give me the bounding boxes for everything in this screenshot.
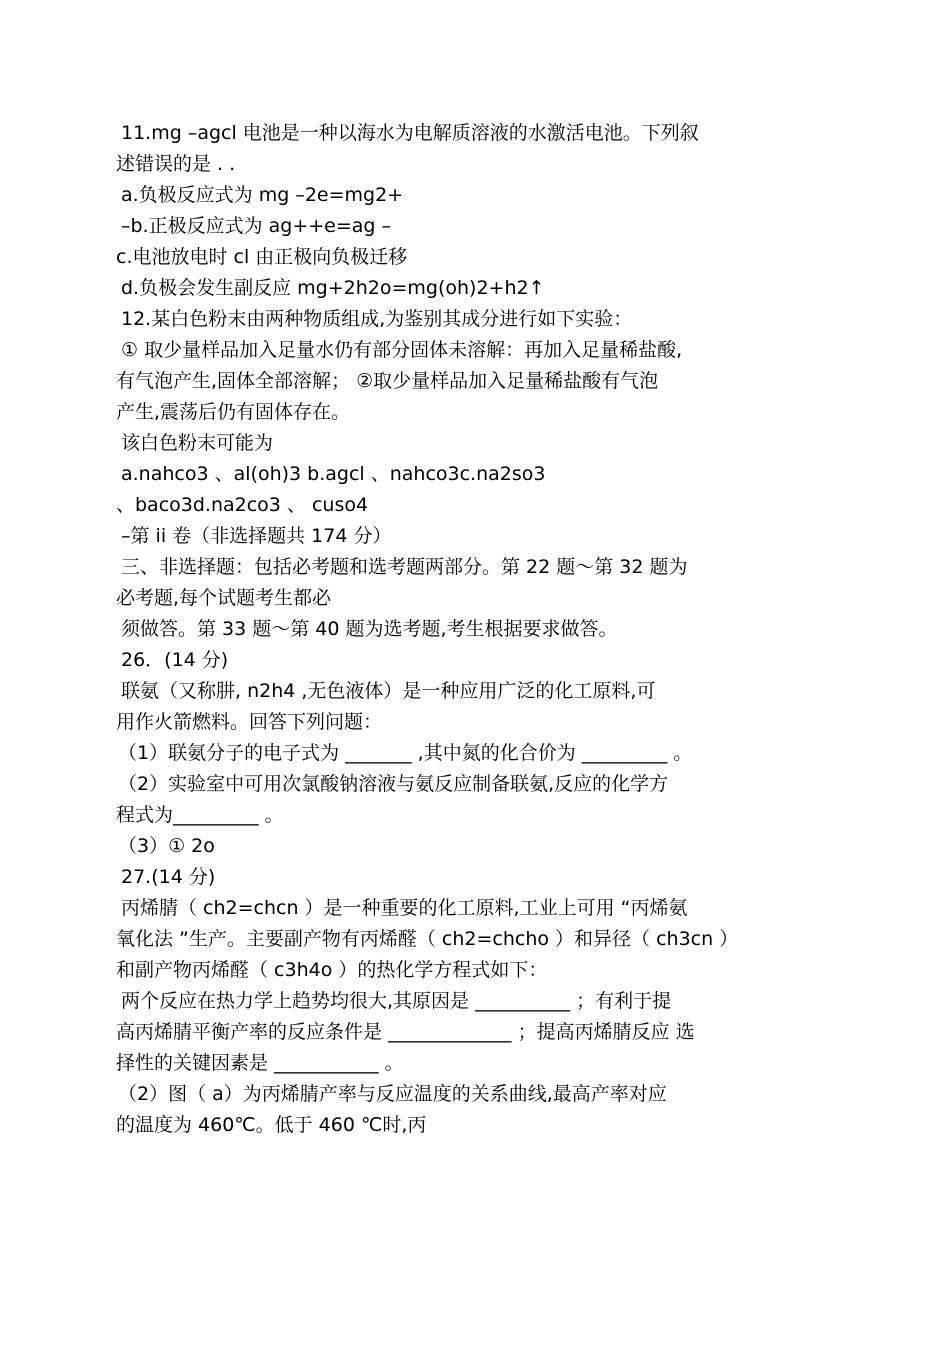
text-line: 、baco3d.na2co3 、 cuso4 xyxy=(116,494,369,516)
text-line: –第 ii 卷（非选择题共 174 分） xyxy=(121,525,392,547)
text-line: 的温度为 460℃。低于 460 ℃时,丙 xyxy=(116,1114,427,1136)
text-line: 有气泡产生,固体全部溶解； ②取少量样品加入足量稀盐酸有气泡 xyxy=(116,370,659,392)
text-line: 氧化法 ”生产。主要副产物有丙烯醛（ ch2=chcho ）和异径（ ch3cn ） xyxy=(116,928,739,950)
text-line: 丙烯腈（ ch2=chcn ）是一种重要的化工原料,工业上可用 “丙烯氨 xyxy=(121,897,688,919)
text-line: 述错误的是 . . xyxy=(116,153,236,175)
text-line: c.电池放电时 cl 由正极向负极迁移 xyxy=(116,246,408,268)
text-line: 用作火箭燃料。回答下列问题： xyxy=(116,711,383,733)
text-line: （2）实验室中可用次氯酸钠溶液与氨反应制备联氨,反应的化学方 xyxy=(118,773,669,795)
text-line: 产生,震荡后仍有固体存在。 xyxy=(116,401,351,423)
text-line: 必考题,每个试题考生都必 xyxy=(116,587,332,609)
text-line: a.nahco3 、al(oh)3 b.agcl 、nahco3c.na2so3 xyxy=(121,463,546,485)
text-line: 须做答。第 33 题～第 40 题为选考题,考生根据要求做答。 xyxy=(121,618,618,640)
text-line: 程式为_________ 。 xyxy=(116,804,284,826)
text-line: ① 取少量样品加入足量水仍有部分固体未溶解：再加入足量稀盐酸, xyxy=(121,339,683,361)
text-line: 27.(14 分) xyxy=(121,866,216,888)
text-line: 择性的关键因素是 ___________ 。 xyxy=(116,1052,404,1074)
text-line: 该白色粉末可能为 xyxy=(121,432,274,454)
text-line: 11.mg –agcl 电池是一种以海水为电解质溶液的水激活电池。下列叙 xyxy=(121,122,699,144)
text-line: （3）① 2o xyxy=(118,835,215,857)
text-line: （2）图（ a）为丙烯腈产率与反应温度的关系曲线,最高产率对应 xyxy=(118,1083,667,1105)
text-line: 高丙烯腈平衡产率的反应条件是 _____________ ；提高丙烯腈反应 选 xyxy=(116,1021,695,1043)
text-line: 三、非选择题：包括必考题和选考题两部分。第 22 题～第 32 题为 xyxy=(121,556,688,578)
text-line: 12.某白色粉末由两种物质组成,为鉴别其成分进行如下实验： xyxy=(121,308,633,330)
text-line: 两个反应在热力学上趋势均很大,其原因是 __________ ；有利于提 xyxy=(121,990,672,1012)
text-line: 26．(14 分) xyxy=(121,649,229,671)
text-line: –b.正极反应式为 ag++e=ag – xyxy=(121,215,392,237)
text-line: 和副产物丙烯醛（ c3h4o ）的热化学方程式如下： xyxy=(116,959,548,981)
text-line: a.负极反应式为 mg –2e=mg2+ xyxy=(121,184,404,206)
document-body xyxy=(116,118,876,1141)
text-line: （1）联氨分子的电子式为 _______ ,其中氮的化合价为 _________ 。 xyxy=(118,742,693,764)
text-line: 联氨（又称肼, n2h4 ,无色液体）是一种应用广泛的化工原料,可 xyxy=(121,680,656,702)
text-line: d.负极会发生副反应 mg+2h2o=mg(oh)2+h2↑ xyxy=(121,277,545,299)
